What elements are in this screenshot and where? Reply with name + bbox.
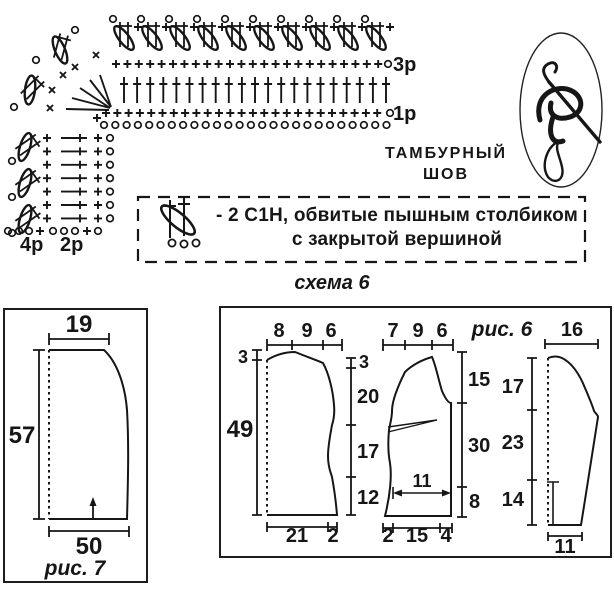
front-inner-11: 11 <box>412 471 432 491</box>
stitch-dc <box>61 174 87 182</box>
back-piece <box>227 320 380 547</box>
stitch-puff <box>11 70 51 110</box>
stitch-sc <box>125 109 133 117</box>
stitch-dc <box>317 77 325 103</box>
stitch-sc <box>330 23 338 31</box>
stitch-dc <box>172 77 180 103</box>
front-top-9: 9 <box>412 320 424 342</box>
stitch-puff <box>111 22 137 53</box>
stitch-sc <box>260 60 268 68</box>
stitch-sc <box>373 109 381 117</box>
front-inner-arrow-left <box>393 490 402 497</box>
sleeve-left-17: 17 <box>501 376 524 398</box>
stitch-puff <box>307 22 333 53</box>
stitch-ch <box>361 122 368 129</box>
stitch-ch <box>282 122 289 129</box>
stitch-ch <box>194 16 201 23</box>
stitch-dc <box>61 147 87 155</box>
legend-stitch-symbol <box>157 198 199 248</box>
stitch-ch <box>107 135 114 142</box>
stitch-sc <box>170 109 178 117</box>
sleeve-outline <box>548 357 598 526</box>
stitch-ch <box>372 122 379 129</box>
stitch-sc <box>180 60 188 68</box>
stitch-sc <box>146 60 154 68</box>
stitch-ch <box>135 122 142 129</box>
stitch-ch <box>362 16 369 23</box>
stitch-dc <box>61 134 87 142</box>
stitch-ch <box>304 122 311 129</box>
stitch-sc <box>351 109 359 117</box>
front-right-30: 30 <box>468 435 491 457</box>
stitch-puff <box>223 22 249 53</box>
stitch-x <box>47 105 53 111</box>
stitch-sc <box>363 60 371 68</box>
stitch-sc <box>135 60 143 68</box>
stitch-ch <box>250 16 257 23</box>
skirt-outline <box>49 350 128 519</box>
front-outline <box>385 357 451 516</box>
back-left-bracket <box>252 350 262 515</box>
stitch-x <box>60 72 66 78</box>
stitch-sc <box>237 60 245 68</box>
stitch-ch <box>107 162 114 169</box>
stitch-ch <box>33 57 40 64</box>
stitch-sc <box>136 109 144 117</box>
stitch-sc <box>181 109 189 117</box>
stitch-sc <box>272 109 280 117</box>
tambour-stitch-illustration <box>520 33 602 187</box>
stitch-sc <box>249 109 257 117</box>
stitch-sc <box>386 23 394 31</box>
back-right-17: 17 <box>357 441 380 463</box>
stitch-sc <box>249 60 257 68</box>
stitch-ch <box>157 122 164 129</box>
front-bottom-2: 2 <box>382 525 394 547</box>
front-right-15: 15 <box>468 369 491 391</box>
stitch-dc <box>290 77 298 103</box>
stitch-sc <box>218 23 226 31</box>
stitch-dc <box>238 77 246 103</box>
fig6-panel <box>219 306 612 558</box>
tambour-line1: ТАМБУРНЫЙ <box>384 145 508 162</box>
stitch-ch <box>338 122 345 129</box>
stitch-sc <box>43 174 51 182</box>
stitch-x <box>72 64 78 70</box>
stitch-dc <box>330 77 338 103</box>
stitch-ch <box>191 122 198 129</box>
stitch-sc <box>340 60 348 68</box>
stitch-ch <box>11 104 18 111</box>
back-right-3: 3 <box>359 352 370 372</box>
back-left-49: 49 <box>226 416 254 443</box>
front-dart <box>388 420 437 432</box>
stitch-sc <box>328 109 336 117</box>
stitch-puff <box>335 22 361 53</box>
stitch-sc <box>169 60 177 68</box>
back-outline <box>267 352 337 515</box>
stitch-sc <box>43 134 51 142</box>
stitch-sc <box>192 60 200 68</box>
stitch-sc <box>302 23 310 31</box>
back-left-3: 3 <box>237 347 249 367</box>
stitch-ch <box>385 61 392 68</box>
stitch-ch <box>101 122 108 129</box>
front-top-7: 7 <box>387 320 399 342</box>
stitch-ch <box>306 16 313 23</box>
stitch-sc <box>306 60 314 68</box>
stitch-sc <box>147 109 155 117</box>
stitch-ch <box>110 16 117 23</box>
stitch-dc <box>212 77 220 103</box>
stitch-sc <box>123 60 131 68</box>
stitch-puff <box>279 22 305 53</box>
stitch-sc <box>94 188 102 196</box>
sleeve-piece <box>502 319 598 556</box>
stitch-ch <box>236 122 243 129</box>
stitch-sc <box>113 109 121 117</box>
stitch-ch <box>107 175 114 182</box>
stitch-ch <box>334 16 341 23</box>
front-right-bracket <box>457 352 467 517</box>
stitch-sc <box>238 109 246 117</box>
back-right-12: 12 <box>357 487 380 509</box>
stitch-sc <box>204 109 212 117</box>
row-label-2: 2р <box>60 234 84 256</box>
stitch-dc <box>61 161 87 169</box>
stitch-puff <box>139 22 165 53</box>
corner-fan-stitches <box>66 75 111 110</box>
stitch-ch <box>180 122 187 129</box>
stitch-sc <box>329 60 337 68</box>
stitch-ch <box>107 215 114 222</box>
row-label-3: 3р <box>393 54 417 76</box>
stitch-ch <box>278 16 285 23</box>
front-right-8: 8 <box>469 491 481 513</box>
stitch-sc <box>43 201 51 209</box>
stitch-sc <box>94 174 102 182</box>
yarn-loop-light <box>545 142 563 181</box>
stitch-sc <box>317 109 325 117</box>
stitch-ch <box>166 16 173 23</box>
stitch-puff <box>195 22 221 53</box>
fig7-svg <box>5 310 146 581</box>
tambour-line2: ШОВ <box>422 166 470 183</box>
sleeve-left-bracket <box>527 358 537 525</box>
stitch-sc <box>246 23 254 31</box>
stitch-sc <box>374 60 382 68</box>
stitch-puff <box>363 22 389 53</box>
stitch-sc <box>294 109 302 117</box>
stitch-sc <box>226 60 234 68</box>
stitch-dc <box>277 77 285 103</box>
stitch-dc <box>199 77 207 103</box>
fig6-svg <box>221 308 610 556</box>
stitch-dc <box>251 77 259 103</box>
sleeve-bottom-11: 11 <box>554 536 576 556</box>
stitch-ch <box>112 122 119 129</box>
stitch-ch <box>214 122 221 129</box>
legend-line1: - 2 С1Н, обвитые пышным столбиком <box>216 205 578 226</box>
stitch-sc <box>192 109 200 117</box>
stitch-sc <box>351 60 359 68</box>
row-label-1: 1р <box>393 103 417 125</box>
stitch-sc <box>190 23 198 31</box>
stitch-dc <box>146 77 154 103</box>
stitch-ch <box>327 122 334 129</box>
sleeve-top-16: 16 <box>560 319 584 341</box>
legend-text <box>216 204 578 252</box>
front-bottom-15: 15 <box>405 525 429 547</box>
stitch-sc <box>339 109 347 117</box>
stitch-puff <box>44 31 77 67</box>
stitch-sc <box>112 60 120 68</box>
stitch-ch <box>123 122 130 129</box>
back-top-8: 8 <box>273 320 285 342</box>
stitch-dc <box>369 77 377 103</box>
stitch-sc <box>162 23 170 31</box>
stitch-sc <box>43 147 51 155</box>
stitch-puff <box>251 22 277 53</box>
stitch-puff <box>167 22 193 53</box>
stitch-dc <box>61 188 87 196</box>
stitch-sc <box>43 188 51 196</box>
stitch-sc <box>362 109 370 117</box>
legend-line2: с закрытой вершиной <box>291 229 503 250</box>
back-bottom-21: 21 <box>285 525 309 547</box>
schema-caption: схема 6 <box>294 272 370 294</box>
stitch-dc <box>303 77 311 103</box>
sleeve-left-14: 14 <box>501 489 524 511</box>
back-top-6: 6 <box>325 320 337 342</box>
stitch-sc <box>215 109 223 117</box>
stitch-dc <box>264 77 272 103</box>
stitch-ch <box>107 188 114 195</box>
stitch-sc <box>294 60 302 68</box>
stitch-sc <box>358 23 366 31</box>
fig7-caption: рис. 7 <box>44 557 106 580</box>
back-right-20: 20 <box>357 386 380 408</box>
stitch-ch <box>248 122 255 129</box>
stitch-sc <box>203 60 211 68</box>
stitch-sc <box>94 201 102 209</box>
stitch-x <box>93 52 99 58</box>
stitch-ch <box>169 122 176 129</box>
stitch-dc <box>120 77 128 103</box>
fig6-caption: рис. 6 <box>471 318 533 341</box>
stitch-ch <box>138 16 145 23</box>
stitch-sc <box>159 109 167 117</box>
stitch-ch <box>9 158 16 165</box>
stitch-dc <box>225 77 233 103</box>
stitch-ch <box>383 122 390 129</box>
stitch-sc <box>83 227 91 235</box>
stitch-ch <box>293 122 300 129</box>
back-bottom-2: 2 <box>327 525 339 547</box>
stitch-x <box>49 87 55 93</box>
fig7-bottom-measure: 50 <box>75 533 103 560</box>
front-inner-arrow-right <box>442 490 451 497</box>
stitch-ch <box>202 122 209 129</box>
fig7-side-measure: 57 <box>8 422 36 449</box>
sleeve-left-23: 23 <box>501 432 524 454</box>
stitch-sc <box>226 109 234 117</box>
stitch-dc <box>186 77 194 103</box>
stitch-sc <box>274 23 282 31</box>
stitch-ch <box>9 194 16 201</box>
front-piece <box>382 320 490 547</box>
tambour-label <box>370 143 522 185</box>
stitch-ch <box>222 16 229 23</box>
stitch-ch <box>315 122 322 129</box>
stitch-ch <box>50 228 57 235</box>
stitch-sc <box>305 109 313 117</box>
stitch-ch <box>349 122 356 129</box>
stitch-puff <box>6 163 46 202</box>
stitch-sc <box>43 214 51 222</box>
back-top-9: 9 <box>301 320 313 342</box>
stitch-sc <box>260 109 268 117</box>
stitch-sc <box>272 60 280 68</box>
stitch-dc <box>159 77 167 103</box>
stitch-ch <box>259 122 266 129</box>
stitch-sc <box>317 60 325 68</box>
stitch-dc <box>61 201 87 209</box>
hook-tip <box>544 63 557 82</box>
stitch-puff <box>6 127 46 166</box>
stitch-ch <box>146 122 153 129</box>
stitch-dc <box>133 77 141 103</box>
stitch-ch <box>107 148 114 155</box>
stitch-sc <box>43 161 51 169</box>
stitch-dc <box>356 77 364 103</box>
fig7-panel <box>3 308 148 583</box>
stitch-sc <box>94 147 102 155</box>
stitch-ch <box>95 228 102 235</box>
grain-arrow-head <box>90 497 97 506</box>
stitch-sc <box>283 109 291 117</box>
stitch-sc <box>215 60 223 68</box>
stitch-sc <box>134 23 142 31</box>
stitch-dc <box>61 214 87 222</box>
stitch-ch <box>225 122 232 129</box>
front-top-6: 6 <box>436 320 448 342</box>
stitch-sc <box>158 60 166 68</box>
stitch-dc <box>343 77 351 103</box>
stitch-sc <box>283 60 291 68</box>
stitch-sc <box>94 214 102 222</box>
stitch-sc <box>94 134 102 142</box>
row-label-4: 4р <box>20 234 44 256</box>
front-bottom-4: 4 <box>440 525 452 547</box>
stitch-ch <box>72 27 79 34</box>
stitch-ch <box>107 202 114 209</box>
stitch-ch <box>270 122 277 129</box>
stitch-dc <box>382 77 390 103</box>
stitch-sc <box>93 114 101 122</box>
back-right-bracket <box>346 358 356 515</box>
fig7-top-measure: 19 <box>65 311 93 338</box>
stitch-sc <box>94 161 102 169</box>
